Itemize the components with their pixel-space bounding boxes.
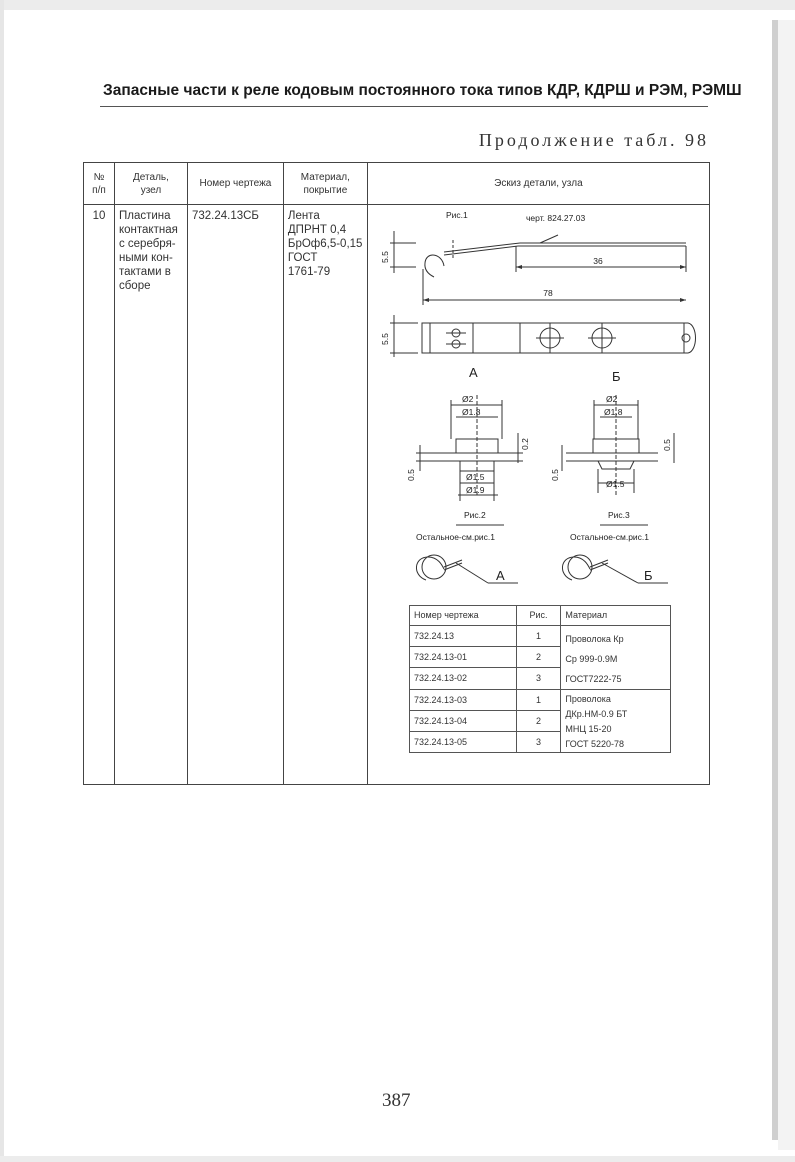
view-a-d1-9: Ø1.9	[466, 485, 485, 495]
fig1-label: Рис.1	[446, 210, 468, 220]
dim-5-5-side: 5.5	[380, 251, 390, 263]
variant-fig: 1	[516, 625, 561, 646]
fig3-label: Рис.3	[608, 510, 630, 520]
variants-header-fig: Рис.	[516, 606, 561, 626]
variant-drawing: 732.24.13	[410, 625, 517, 646]
scan-edge-bottom	[0, 1156, 795, 1162]
fig2-label: Рис.2	[464, 510, 486, 520]
variants-header-row	[410, 606, 671, 626]
header-material: Материал, покрытие	[283, 163, 367, 205]
view-b-d2: Ø2	[606, 394, 618, 404]
view-b-title: Б	[612, 369, 621, 384]
variant-fig: 2	[516, 710, 561, 731]
table-header-row	[84, 163, 710, 205]
small-hook-a	[416, 557, 444, 580]
dim-78: 78	[543, 288, 553, 298]
hook-curve	[425, 255, 444, 277]
scan-edge-top	[0, 0, 795, 10]
table-row	[410, 689, 671, 710]
header-part: Деталь, узел	[114, 163, 187, 205]
dim-36: 36	[593, 256, 603, 266]
callout-b: Б	[644, 568, 653, 583]
rest-see-fig1-b: Остальное-см.рис.1	[570, 532, 650, 542]
variants-table	[409, 605, 671, 753]
small-hook-b	[562, 557, 590, 580]
view-b-0-5-right: 0.5	[662, 439, 672, 451]
row-part: Пластина контактная с серебря- ными кон- тактами в сборе	[118, 210, 178, 292]
view-b-d1-8: Ø1.8	[604, 407, 623, 417]
variant-drawing: 732.24.13-01	[410, 646, 517, 667]
variant-material-1: Проволока Кр Ср 999-0.9М ГОСТ7222-75	[561, 625, 671, 689]
variant-drawing: 732.24.13-02	[410, 668, 517, 689]
row-material: Лента ДПРНТ 0,4 БрОф6,5-0,15 ГОСТ 1761-79	[287, 210, 363, 278]
variant-fig: 3	[516, 668, 561, 689]
view-b-0-5-left: 0.5	[550, 469, 560, 481]
variant-fig: 3	[516, 731, 561, 752]
view-a-0-2: 0.2	[520, 438, 530, 450]
view-a-0-5: 0.5	[406, 469, 416, 481]
variant-drawing: 732.24.13-04	[410, 710, 517, 731]
title-rule	[100, 106, 708, 107]
header-number: № п/п	[84, 163, 115, 205]
row-number: 10	[92, 210, 106, 222]
table-continuation: Продолжение табл. 98	[478, 130, 709, 150]
variants-header-drawing: Номер чертежа	[410, 606, 517, 626]
variant-fig: 2	[516, 646, 561, 667]
view-a-d1-8: Ø1.8	[462, 407, 481, 417]
row-drawing: 732.24.13СБ	[191, 210, 259, 222]
page-number: 387	[382, 1090, 411, 1111]
variant-fig: 1	[516, 689, 561, 710]
view-a-d2: Ø2	[462, 394, 474, 404]
dim-5-5-top: 5.5	[380, 333, 390, 345]
page-title: Запасные части к реле кодовым постоянного тока типов КДР, КДРШ и РЭМ, РЭМШ	[103, 82, 742, 99]
view-a-d1-5: Ø1.5	[466, 472, 485, 482]
table-row	[410, 625, 671, 646]
drawing-reference: черт. 824.27.03	[526, 213, 586, 223]
rest-see-fig1-a: Остальное-см.рис.1	[416, 532, 496, 542]
variant-drawing: 732.24.13-05	[410, 731, 517, 752]
scan-edge-left	[0, 0, 4, 1162]
callout-a: А	[496, 568, 505, 583]
view-b-d1-5: Ø1.5	[606, 479, 625, 489]
variant-material-2: Проволока ДКр.НМ-0.9 БТ МНЦ 15-20 ГОСТ 5220-78	[561, 689, 671, 752]
header-sketch: Эскиз детали, узла	[367, 163, 709, 205]
variant-drawing: 732.24.13-03	[410, 689, 517, 710]
view-a-title: А	[469, 365, 478, 380]
variants-header-material: Материал	[561, 606, 671, 626]
header-drawing: Номер чертежа	[187, 163, 283, 205]
scan-margin-right	[778, 20, 795, 1150]
